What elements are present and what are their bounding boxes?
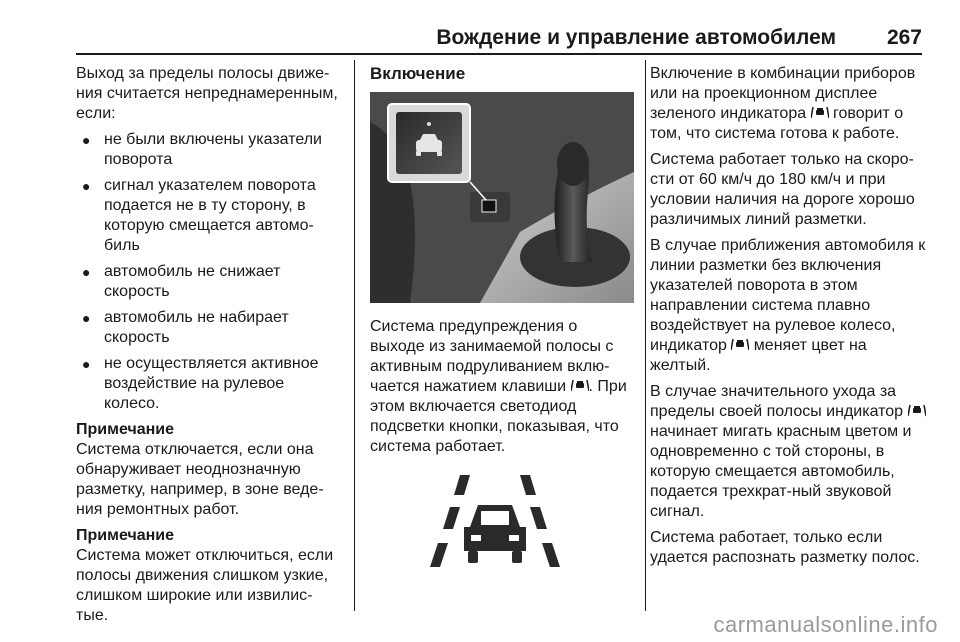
text-span: Включение в комбинации приборов или на проекционном дисплее зеленого индикатора bbox=[650, 65, 916, 122]
text-span: В случае значительного ухода за пределы своей полосы индикатор bbox=[650, 383, 904, 420]
paragraph-indicator-ready bbox=[650, 64, 928, 144]
page-header-title: Вождение и управление автомобилем bbox=[436, 26, 836, 49]
list-item: ● не были включены указатели поворота bbox=[76, 130, 344, 170]
lane-keep-assist-icon bbox=[731, 338, 749, 351]
page-number: 267 bbox=[886, 26, 922, 49]
lane-keep-assist-icon bbox=[908, 404, 926, 417]
section-title-activation: Включение bbox=[370, 64, 466, 83]
text-span: В случае приближения автомобиля к линии разметки без включения указателей поворота в этом направлении система плавно воздействует на рулевое колесо, индикатор bbox=[650, 237, 926, 354]
paragraph-speed-range: Система работает только на скоро-сти от 60 км/ч до 180 км/ч и при условии наличия на дороге хорошо различимых линий разметки. bbox=[650, 151, 915, 228]
note-2-text: Система может отключиться, если полосы движения слишком узкие, слишком широкие или извилис-тые. bbox=[76, 547, 334, 624]
conditions-list bbox=[76, 130, 344, 414]
column-divider-right bbox=[645, 60, 646, 611]
header-rule bbox=[76, 53, 922, 55]
column-3 bbox=[650, 64, 928, 574]
list-item: ● сигнал указателем поворота подается не в ту сторону, в которую смещается автомо-биль bbox=[76, 176, 344, 256]
list-item: ● автомобиль не снижает скорость bbox=[76, 262, 344, 302]
paragraph-red-warning bbox=[650, 382, 928, 522]
list-item: ● не осуществляется активное воздействие на рулевое колесо. bbox=[76, 354, 344, 414]
column-2 bbox=[370, 64, 634, 589]
column-1 bbox=[76, 64, 344, 632]
activation-text-after-icon: . При этом включается светодиод подсветки кнопки, показывая, что система работает. bbox=[370, 378, 627, 455]
note-2-title: Примечание bbox=[76, 527, 175, 544]
activation-paragraph bbox=[370, 317, 634, 457]
text-span: начинает мигать красным цветом и одновременно с той стороны, в которую смещается автомобиль, подается трехкрат-ный звуковой сигнал. bbox=[650, 423, 912, 520]
paragraph-steering-intervention bbox=[650, 236, 928, 376]
list-item: ● автомобиль не набирает скорость bbox=[76, 308, 344, 348]
activation-text-before-icon: Система предупреждения о выходе из занимаемой полосы с активным подруливанием вклю-чается нажатием клавиши bbox=[370, 318, 614, 395]
note-1-title: Примечание bbox=[76, 421, 175, 438]
lane-keep-assist-icon bbox=[571, 379, 589, 392]
note-1-text: Система отключается, если она обнаруживает неоднозначную разметку, например, в зоне веде-ния ремонтных работ. bbox=[76, 441, 324, 518]
console-photo bbox=[370, 92, 634, 303]
paragraph-recognition: Система работает, только если удается распознать разметку полос. bbox=[650, 529, 920, 566]
lane-keep-assist-icon bbox=[811, 106, 829, 119]
console-photo-illustration bbox=[370, 92, 634, 303]
lane-keep-assist-large-icon bbox=[380, 473, 610, 583]
text-span: меняет цвет на желтый. bbox=[650, 337, 867, 374]
text-span: говорит о том, что система готова к работе. bbox=[650, 105, 904, 142]
watermark: carmanualsonline.info bbox=[713, 612, 938, 637]
intro-paragraph: Выход за пределы полосы движе-ния считается непреднамеренным, если: bbox=[76, 65, 338, 122]
column-divider-left bbox=[354, 60, 355, 611]
